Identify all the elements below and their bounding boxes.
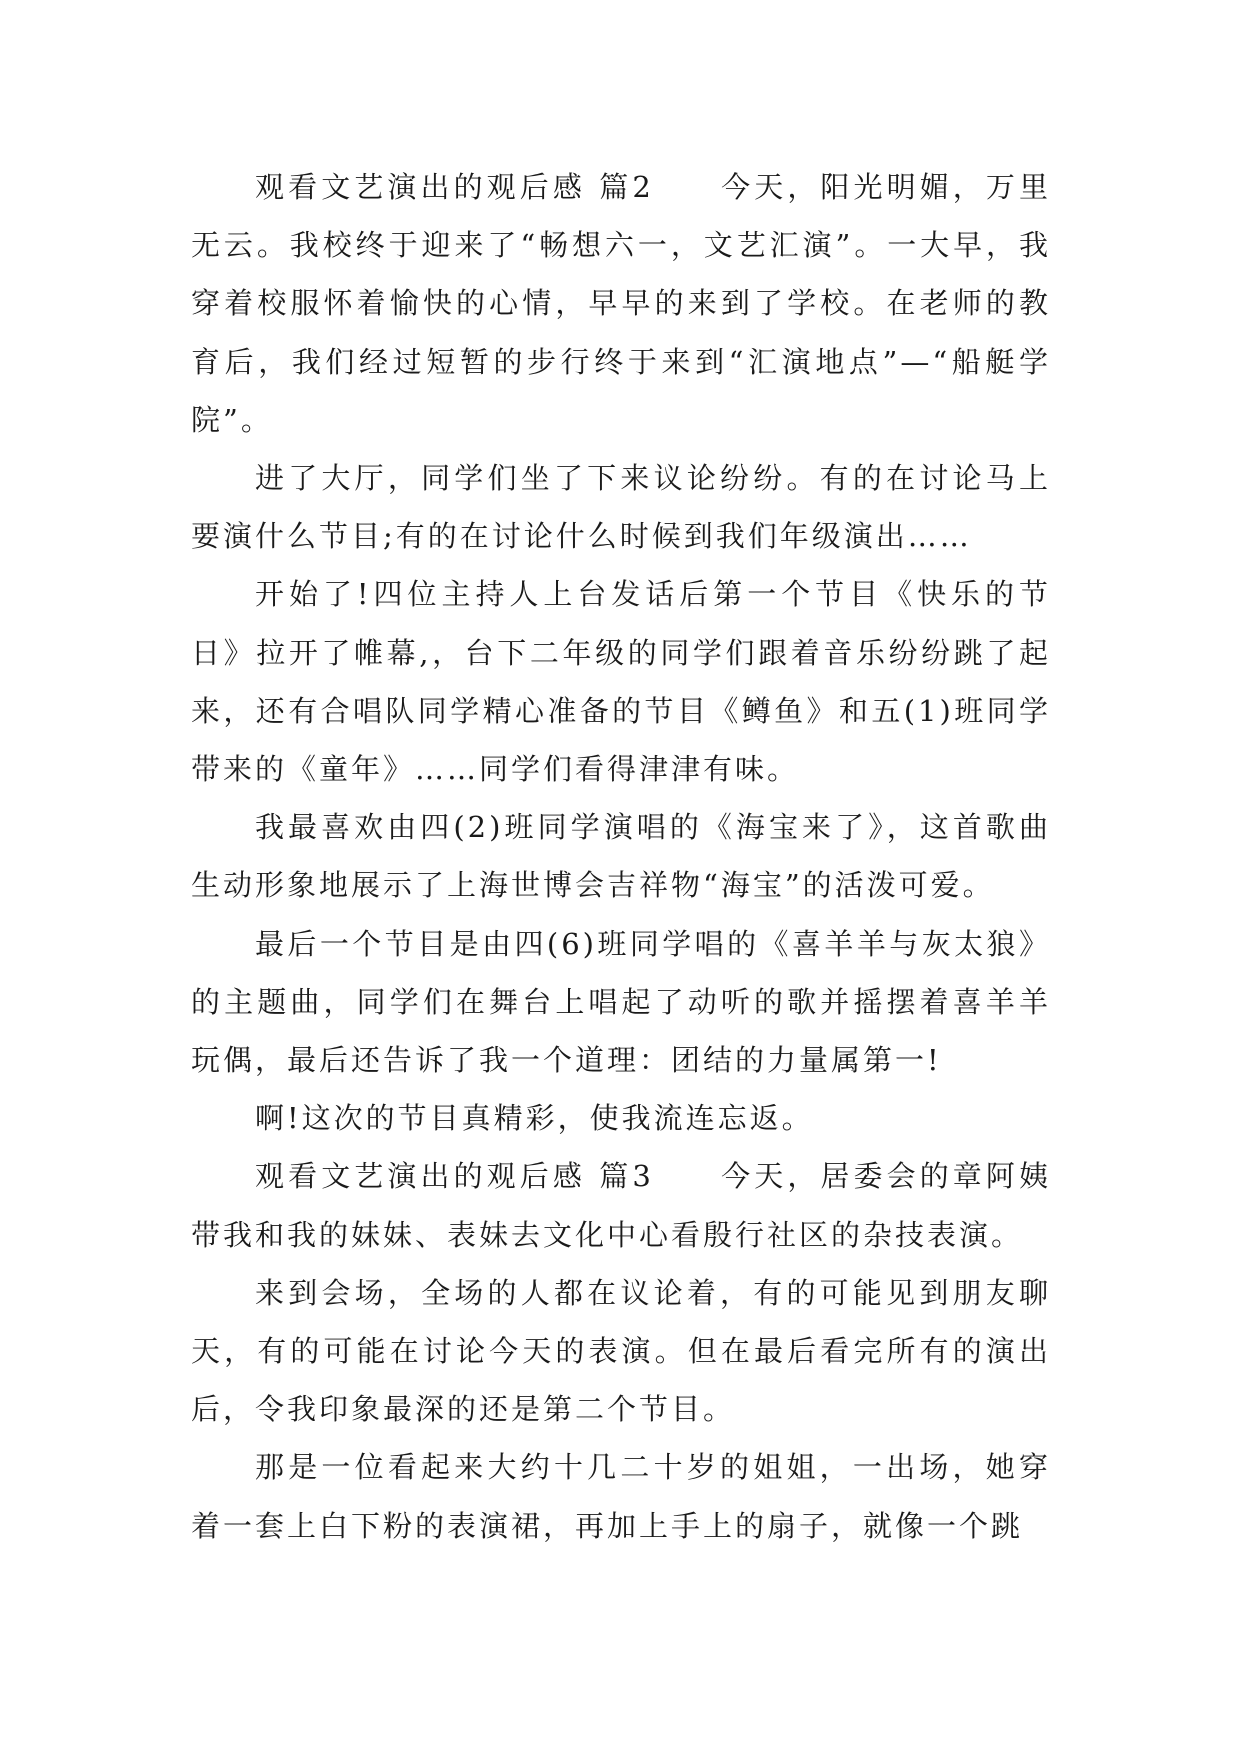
paragraph-2: 进了大厅，同学们坐了下来议论纷纷。有的在讨论马上要演什么节目;有的在讨论什么时候到我们年级演出…… — [191, 461, 1051, 554]
paragraph-8: 来到会场，全场的人都在议论着，有的可能见到朋友聊天，有的可能在讨论今天的表演。但在最后看完所有的演出后，令我印象最深的还是第二个节目。 — [191, 1275, 1051, 1427]
paragraph-3: 开始了!四位主持人上台发话后第一个节目《快乐的节日》拉开了帷幕,，台下二年级的同学们跟着音乐纷纷跳了起来，还有合唱队同学精心准备的节目《鳟鱼》和五(1)班同学带来的《童年》……同学们看得津津有味。 — [191, 577, 1051, 787]
document-body — [191, 158, 1051, 1555]
paragraph-7: 观看文艺演出的观后感 篇3 今天，居委会的章阿姨带我和我的妹妹、表妹去文化中心看殷行社区的杂技表演。 — [191, 1159, 1051, 1252]
paragraph-9: 那是一位看起来大约十几二十岁的姐姐，一出场，她穿着一套上白下粉的表演裙，再加上手上的扇子，就像一个跳 — [191, 1450, 1051, 1543]
paragraph-5: 最后一个节目是由四(6)班同学唱的《喜羊羊与灰太狼》的主题曲，同学们在舞台上唱起了动听的歌并摇摆着喜羊羊玩偶，最后还告诉了我一个道理：团结的力量属第一! — [191, 926, 1051, 1078]
paragraph-6: 啊!这次的节目真精彩，使我流连忘返。 — [255, 1101, 814, 1136]
paragraph-4: 我最喜欢由四(2)班同学演唱的《海宝来了》，这首歌曲生动形象地展示了上海世博会吉祥物“海宝”的活泼可爱。 — [191, 810, 1051, 903]
paragraph-1: 观看文艺演出的观后感 篇2 今天，阳光明媚，万里无云。我校终于迎来了“畅想六一，文艺汇演”。一大早，我穿着校服怀着愉快的心情，早早的来到了学校。在老师的教育后，我们经过短暂的步行终于来到“汇演地点”—“船艇学院”。 — [191, 170, 1051, 437]
